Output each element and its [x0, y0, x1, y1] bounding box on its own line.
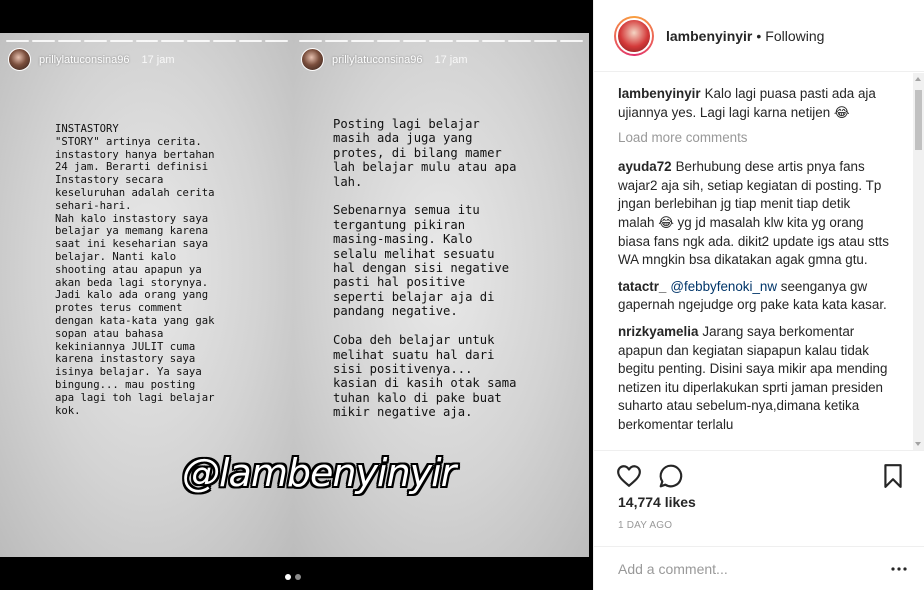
scroll-down-icon[interactable] [915, 442, 921, 446]
list-item [618, 158, 890, 270]
carousel-indicator [285, 574, 301, 580]
carousel-dot-active[interactable] [285, 574, 291, 580]
carousel-dot[interactable] [295, 574, 301, 580]
comment-username[interactable]: ayuda72 [618, 159, 672, 175]
comments-scrollbar[interactable] [913, 73, 924, 450]
comment-icon[interactable] [658, 463, 684, 489]
story-text: Posting lagi belajar masih ada juga yang protes, di bilang mamer lah belajar mulu atau apa lah. Sebenarnya semua itu tergantung pikiran masing-masing. Kalo selalu melihat sesuatu hal dengan sisi negative pasti hal positive seperti belajar aja di pandang negative. Coba deh belajar untuk melihat suatu hal dari sisi positivenya... kasian di kasih otak sama tuhan kalo di pake buat mikir negative aja. [333, 117, 517, 420]
avatar[interactable] [614, 16, 654, 56]
comment-text: Jarang saya berkomentar apapun dan kegiatan siapapun kalau tidak begitu penting. Disini saya mikir apa mending netizen itu diperlakukan sprti jaman presiden suharto atau sebelum-nya,dimana ketika berkomentar terlalu [618, 323, 888, 432]
header-username[interactable]: lambenyinyir [666, 27, 753, 44]
story-header [301, 48, 468, 71]
story-header [8, 48, 175, 71]
story-progress-bar [6, 40, 288, 42]
add-comment-input[interactable] [618, 559, 868, 579]
bookmark-icon[interactable] [880, 463, 906, 489]
story-time: 17 jam [434, 53, 468, 66]
scrollbar-thumb[interactable] [915, 90, 922, 150]
story-time: 17 jam [141, 53, 175, 66]
story-username: prillylatuconsina96 [39, 53, 130, 66]
comment-text: seenganya gw gapernah ngejudge org pake kata kata kasar. [618, 278, 887, 313]
add-comment-section [594, 546, 924, 590]
likes-count[interactable]: 14,774 likes [618, 494, 696, 510]
story-text: INSTASTORY "STORY" artinya cerita. instastory hanya bertahan 24 jam. Berarti definisi Instastory secara keseluruhan adalah cerita sehari-hari. Nah kalo instastory saya belajar ya memang karena saat ini keseharian saya belajar. Nanti kalo shooting atau apapun ya akan beda lagi storynya. Jadi kalo ada orang yang protes terus comment dengan kata-kata yang gak sopan atau bahasa kekiniannya JULIT cuma karena instastory saya isinya belajar. Ya saya bingung... mau posting apa lagi toh lagi belajar kok. [55, 123, 215, 417]
comment-username[interactable]: nrizkyamelia [618, 323, 699, 339]
action-bar [594, 450, 924, 500]
story-progress-bar [299, 40, 583, 42]
load-more-comments-button[interactable]: Load more comments [618, 130, 748, 146]
header-separator: • [756, 27, 762, 44]
heart-icon[interactable] [616, 463, 642, 489]
watermark-text: @lambenyinyir [182, 451, 456, 495]
list-item [618, 278, 890, 315]
story-username: prillylatuconsina96 [332, 53, 423, 66]
more-horizontal-icon[interactable] [891, 567, 907, 571]
comment-text: Kalo lagi puasa pasti ada aja ujiannya yes. Lagi lagi karna netijen 😂 [618, 86, 876, 120]
post-timestamp: 1 DAY AGO [618, 520, 673, 531]
post-header [594, 0, 924, 72]
post-side-panel [593, 0, 924, 590]
comment-username[interactable]: lambenyinyir [618, 86, 701, 101]
list-item [618, 323, 890, 435]
comment-username[interactable]: tatactr_ [618, 278, 667, 294]
comment-mention[interactable]: @febbyfenoki_nw [670, 278, 778, 294]
story-avatar [301, 48, 324, 71]
caption [618, 85, 890, 122]
story-avatar [8, 48, 31, 71]
comments-list[interactable] [594, 73, 916, 450]
comment-text: Berhubung dese artis pnya fans wajar2 aja sih, setiap kegiatan di posting. Tp jngan berlebihan jg tiap menit tiap detik malah 😂 yg jd masalah klw kita yg orang biasa fans ngk ada. dikit2 update igs atau stts WA mngkin bsa dikatakan agak gmna gtu. [618, 159, 889, 268]
scroll-up-icon[interactable] [915, 77, 921, 81]
following-button[interactable]: Following [765, 27, 825, 44]
